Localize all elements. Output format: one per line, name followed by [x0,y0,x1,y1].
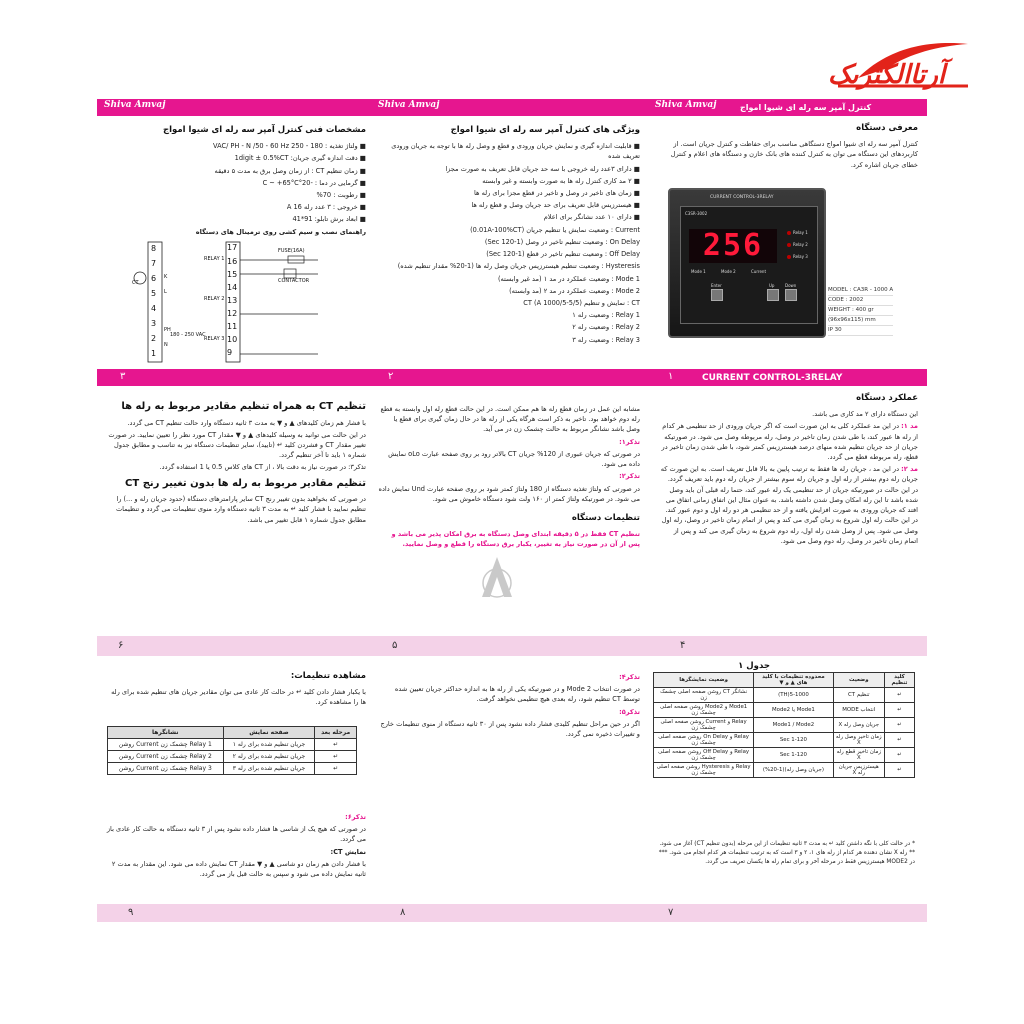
note1-text: در صورتی که جریان عبوری از 120% جریان CT بالاتر رود بر روی صفحه عبارت oLo نمایش داده می شود. [388,449,640,469]
note1-title: تذکر۱: [619,437,640,446]
page4-intro: این دستگاه دارای ۲ مد کاری می باشد. [812,410,918,419]
ct-setting-p2: در این حالت می توانید به وسیله کلیدهای ▲ و ▼ مقدار CT مورد نظر را تعیین نمایید. در صورت تغییر مقدار CT و فشردن کلید ↵ (تایید)، سایر تنظیمات دستگاه نیز به تناسب و مطابق جدول شماره ۱ باید تا آخر تنظیم گردد. [108,430,366,460]
term-left: 8 [151,244,157,253]
table1-title: جدول ۱ [738,661,770,671]
term-right: 12 [227,309,238,318]
device-model: C3SR-3002 [685,211,708,216]
page-number: ۶ [118,640,124,651]
table-cell: تنظیم CT [833,688,884,703]
enter-button [711,289,723,301]
device-photo [668,188,826,338]
spec-size: (96x96x115) mm [828,316,893,326]
note5-text: اگر در حین مراحل تنظیم کلیدی فشار داده نشود پس از ۳۰ ثانیه دستگاه از منوی تنظیمات خارج و تغییرات ذخیره نمی گردد. [380,719,640,739]
table-cell: Relay و Hysteresis روشن صفحه اصلی چشمک زن [654,763,754,778]
ct-text: CT [132,280,139,286]
relay3-label: Relay 3 [793,254,808,259]
view-settings-table [107,726,357,775]
feature-item: ■ قابلیت اندازه گیری و نمایش جریان ورودی و قطع و وصل رله ها با توجه به جریان ورودی تعریف شده [391,142,640,161]
tech-spec: ■ ولتاژ تغذیه : 180 - 250 VAC/ PH - N /50 - 60 Hz [213,142,366,151]
table-cell: هیسترزیس جریان رله X [833,763,884,778]
feature-item: ■ ۲ مد کاری کنترل رله ها به صورت وابسته و غیر وابسته [482,176,640,185]
table-header: صفحه نمایش [223,727,315,739]
term-left: 6 [151,274,157,283]
table-row [654,748,915,763]
table-header-row [108,727,357,739]
indicator-item: Off Delay : وضعیت تنظیم تاخیر در قطع (1-120 Sec) [486,250,640,259]
spec-ip: IP 30 [828,326,893,336]
table-cell: Relay و Off Delay روشن صفحه اصلی چشمک زن [654,748,754,763]
indicator-item: Relay 3 : وضعیت رله ۳ [572,335,640,344]
feature-item: ■ زمان های تاخیر در وصل و تاخیر در قطع مجزا برای رله ها [473,189,640,198]
bottom-band [97,904,927,922]
table-cell: انتخاب MODE [833,703,884,718]
ct-setting-title: تنظیم CT به همراه تنظیم مقادیر مربوط به رله ها [121,401,366,412]
table-cell: 5-1000(TH) [754,688,833,703]
relay-setting-text: در صورتی که بخواهید بدون تغییر رنج CT سایر پارامترهای دستگاه (حدود جریان رله و ...) را تنظیم نمایید با فشار کلید ↵ به مدت ۳ ثانیه دستگاه وارد منوی تنظیمات می گردد و تنظیمات مطابق جدول شماره ۱ قابل تغییر می باشد. [115,495,366,524]
note2-title: تذکر۲: [619,472,640,481]
note6-text: در صورتی که هیچ یک از شاسی ها فشار داده نشود پس از ۳ ثانیه دستگاه به حالت کار عادی باز می گردد. [106,825,366,844]
label-ph: PH [164,327,171,333]
page9-view-settings [104,670,366,726]
table-header: کلید تنظیم [884,673,914,688]
term-right: 13 [227,296,238,305]
table-cell: زمان تاخیر وصل رله X [833,733,884,748]
relay2-label: Relay 2 [793,242,808,247]
relay1-text: RELAY 1 [204,256,225,262]
table-cell: جریان وصل رله X [833,718,884,733]
table-cell: Relay و Current روشن صفحه اصلی چشمک زن [654,718,754,733]
relay2-text: RELAY 2 [204,296,225,302]
relay3-led [787,255,791,259]
brand-label: Shiva Amvaj [378,100,440,110]
term-right: 16 [227,257,238,266]
indicator-item: Current : وضعیت نمایش یا تنظیم جریان (0.01A-100%CT) [470,225,640,234]
settings-title: تنظیمات دستگاه [571,512,640,523]
page-number: ۵ [392,640,398,651]
term-right: 9 [227,348,233,357]
table-cell: ↵ [884,763,914,778]
tech-spec: ■ رطوبت : 70% [316,191,366,200]
page9-text: با یکبار فشار دادن کلید ↵ در حالت کار عادی می توان مقادیر جریان های تنظیم شده برای رله ها را مشاهده کرد. [111,688,366,707]
page2-title: ویژگی های کنترل آمپر سه رله ای شیوا امواج [450,125,640,135]
ct-setting-note: تنظیم CT فقط در ۵ دقیقه ابتدای وصل دستگاه به برق امکان پذیر می باشد و پس از آن در صورت نیاز به تغییر، یکبار برق دستگاه را قطع و وصل نمایید. [391,530,640,549]
label-n: N [164,342,168,348]
note5-title: تذکر۵: [619,707,640,716]
wiring-title: راهنمای نصب و سیم کشی روی ترمینال های دستگاه [195,227,366,236]
term-right: 17 [227,243,238,252]
table-cell: ↵ [884,718,914,733]
brand-label: Shiva Amvaj [655,100,717,110]
watermark-logo [478,553,516,603]
lower-band [97,636,927,656]
page-number: ۴ [680,640,686,651]
page-number: ۷ [668,907,674,918]
relay-setting-title: تنظیم مقادیر مربوط به رله ها بدون تغییر رنج CT [125,477,366,489]
page3-specs [104,124,366,236]
page4-title: عملکرد دستگاه [856,393,918,403]
note6-title: تذکر۶: [345,813,366,821]
table-cell: Mode1 یا Mode2 [754,703,833,718]
indicator-item: Mode 2 : وضعیت عملکرد در مد ۲ (مد وابسته) [509,286,640,295]
label-k: K [164,274,168,280]
table-cell: ↵ [884,703,914,718]
table-cell: Relay 2 چشمک زن Current روشن [108,751,224,763]
up-button [767,289,779,301]
enter-label: Enter [711,283,722,288]
note4-text: در صورت انتخاب Mode 2 و در صورتیکه یکی از رله ها به اندازه حداکثر جریان تعیین شده توسط CT تنظیم شود، رله بعدی هیچ تنظیمی نخواهد گرفت. [394,685,640,704]
term-left: 7 [151,259,157,268]
table-row [654,763,915,778]
indicator-item: CT : نمایش و تنظیم CT (A 1000/5-5/5) [523,299,640,308]
down-label: Down [785,283,797,288]
spec-weight: WEIGHT : 400 gr [828,306,893,316]
page8-notes [378,672,640,792]
feature-item: ■ دارای ۳عدد رله خروجی با سه حد جریان قابل تعریف به صورت مجزا [445,164,640,173]
page9-title: مشاهده تنظیمات: [290,671,366,681]
table-header: مرحله بعد [315,727,357,739]
indicator-item: Mode 1 : وضعیت عملکرد در مد ۱ (مد غیر وابسته) [497,274,640,283]
table-cell: Mode1 / Mode2 [754,718,833,733]
table-cell: ↵ [884,688,914,703]
page2-features [378,124,640,364]
down-button [785,289,797,301]
page-number: ۹ [128,907,134,918]
feature-item: ■ هیسترزیس قابل تعریف برای حد جریان وصل و قطع رله ها [471,201,640,210]
term-right: 10 [227,335,238,344]
table-cell: جریان تنظیم شده برای رله ۱ [223,739,315,751]
table-cell: ↵ [884,748,914,763]
term-right: 11 [227,322,238,331]
wiring-diagram [128,238,328,364]
table-cell: ↵ [315,739,357,751]
term-left: 2 [151,334,157,343]
device-face [680,206,818,324]
spec-model: MODEL : CA3R - 1000 A [828,286,893,296]
tech-spec: ■ دقت اندازه گیری جریان: 1digit ± 0.5%CT [234,154,366,163]
page1-body: کنترل آمپر سه رله ای شیوا امواج دستگاهی مناسب برای حفاظت و کنترل جریان است. از کاربردهای این دستگاه می توان به کنترل کننده های بانک خازن و دستگاه های اعلام و کنترل خطای جریان اشاره کرد. [670,140,918,169]
page-number: ۳ [120,371,126,382]
table-row [654,718,915,733]
table-cell: Relay و On Delay روشن صفحه اصلی چشمک زن [654,733,754,748]
mode2-label: Mode 2 [721,269,736,274]
table-cell: 1-120 Sec [754,733,833,748]
table-cell: جریان تنظیم شده برای رله ۲ [223,751,315,763]
term-left: 4 [151,304,157,313]
term-right: 15 [227,270,238,279]
page9-notes [104,812,366,900]
mode1-label: Mode 1 [691,269,706,274]
page-number: ۱ [668,371,674,382]
device-display: 256 [689,229,777,263]
tech-spec: ■ خروجی : ۳ عدد رله 16 A [286,203,366,212]
table-row [654,703,915,718]
logo-text: آرتاالکتریک [828,60,946,90]
table-cell: ↵ [884,733,914,748]
table-row [654,688,915,703]
table-header: وضعیت [833,673,884,688]
ct-display-text: با فشار دادن هم زمان دو شاسی ▲ و ▼ مقدار CT نمایش داده می شود. این مقدار به مدت ۲ ثانیه نمایش داده می شود و سپس به حالت قبل باز می گردد. [111,859,366,879]
table-cell: ↵ [315,763,357,775]
table-row [654,733,915,748]
table-cell: نشانگر CT روشن صفحه اصلی چشمک زن [654,688,754,703]
relay1-label: Relay 1 [793,230,808,235]
table-cell: جریان تنظیم شده برای رله ۳ [223,763,315,775]
table-header: نشانگرها [108,727,224,739]
page4-operation [660,392,918,632]
table-row [108,739,357,751]
tech-spec: ■ گرمایی در دما : -20°C ~ +65°C [262,178,366,187]
mode1-desc: مد ۱: در این مد عملکرد کلی به این صورت است که اگر جریان ورودی از حد تنظیمی هر کدام از رله ها عبور کند، با طی شدن زمان تاخیر در وصل، رله مربوطه وصل می شود. در صورتیکه جریان از حد جریان تنظیم شده منهای درصد هیسترزیس کمتر شود، با طی شدن زمان تاخیر در قطع، رله مربوطه قطع می گردد. [661,422,918,462]
note2-text: در صورتی که ولتاژ تغذیه دستگاه از 180 ولتاژ کمتر شود بر روی صفحه عبارت Und نمایش داده می شود. در صورتیکه ولتاژ کمتر از ۱۶۰ ولت شود دستگاه خاموش می شود. [378,484,640,503]
relay1-led [787,231,791,235]
page5-top: مشابه این عمل در زمان قطع رله ها هم ممکن است. در این حالت قطع رله اول وابسته به قطع رله دوم خواهد بود. تاخیر به ذکر است هرگاه یکی از رله ها در حال زمان گیری برای قطع یا وصل باشد نشانگر مربوط به حالت چشمک زن در می آید. [380,405,640,434]
settings-table [653,672,915,778]
ct-setting-p1: با فشار هم زمان کلیدهای ▲ و ▼ به مدت ۳ ثانیه دستگاه وارد حالت تنظیم CT می گردد. [127,418,366,427]
indicator-item: On Delay : وضعیت تنظیم تاخیر در وصل (1-120 Sec) [484,237,640,246]
indicator-item: Relay 1 : وضعیت رله ۱ [572,311,640,320]
indicator-item: Relay 2 : وضعیت رله ۲ [572,323,640,332]
device-specs [828,286,893,336]
page6-ct-settings [104,396,366,632]
page-number: ۸ [400,907,406,918]
tech-spec: ■ زمان تنظیم CT : از زمان وصل برق به مدت ۵ دقیقه [214,166,366,175]
page-number: ۲ [388,371,394,382]
table-header: محدوده تنظیمات با کلید های ▲ و ▼ [754,673,833,688]
page3-title: مشخصات فنی کنترل آمپر سه رله ای شیوا امواج [162,125,366,135]
indicator-item: Hysteresis : وضعیت تنظیم هیسترزیس جریان وصل رله ها (1-20% مقدار تنظیم شده) [397,262,640,271]
ct-display-title: نمایش CT: [330,847,366,856]
table-cell: زمان تاخیر قطع رله X [833,748,884,763]
current-label: Current [751,269,767,274]
label-l: L [164,289,167,295]
table-cell: 1-120 Sec [754,748,833,763]
term-right: 14 [227,283,238,292]
table-header: وضعیت نمایشگرها [654,673,754,688]
table-cell: (جریان وصل رله)(1-20%) [754,763,833,778]
contactor-text: CONTACTOR [278,278,310,284]
page1-title: معرفی دستگاه [856,123,918,133]
table-cell: Relay 1 چشمک زن Current روشن [108,739,224,751]
supply-text: 180 - 250 VAC [170,332,206,338]
fuse-text: FUSE(16A) [278,248,305,254]
term-left: 1 [151,349,157,358]
page1-band-title: کنترل آمپر سه رله ای شیوا امواج [740,103,872,112]
brand-label: Shiva Amvaj [104,100,166,110]
table-header-row [654,673,915,688]
spec-code: CODE : 2002 [828,296,893,306]
relay2-led [787,243,791,247]
table-cell: ↵ [315,751,357,763]
up-label: Up [769,283,775,288]
relay3-text: RELAY 3 [204,336,225,342]
table-cell: Relay 3 چشمک زن Current روشن [108,763,224,775]
mode2-desc: مد ۲: در این مد ، جریان رله ها فقط به ترتیب پایین به بالا قابل تعریف است. به این صورت که جریان رله دوم بیشتر از رله اول و جریان رله سوم بیشتر از جریان رله دوم باید تعریف گردد. در این حالت در صورتیکه جریان از حد تنظیمی یک رله عبور کند، حتما رله قبلی آن باید وصل شده باشد تا این رله امکان وصل شدن داشته باشد. به عنوان مثال این اتفاق زمانی اتفاق می افتد که جریان ورودی به صورت افزایش یافته و از حد تنظیمی هر دو رله اول و دوم عبور کند. در این حالت رله اول شروع به زمان گیری می کند و پس از اتمام زمان تاخیر در وصل، رله اول وصل می شود. پس از وصل شدن رله اول، رله دوم شروع به زمان گیری می کند و پس از اتمام زمان تاخیر در وصل، رله دوم وصل می شود. [660,465,918,545]
term-left: 5 [151,289,157,298]
table-cell: Mode1 و Mode2 روشن صفحه اصلی چشمک زن [654,703,754,718]
table1-footnote: * در حالت کلی با نگه داشتن کلید ↵ به مدت ۳ ثانیه تنظیمات از این مرحله (بدون تنظیم CT) آغاز می شود. ** رله X نشان دهنده هر کدام از رله های ۱، ۲ و ۳ است که به ترتیب تنظیمات هر کدام انجام می شود. *** در MODE2 هیسترزیس فقط در مرحله آخر و برای تمام رله ها یکسان تعریف می گردد. [658,841,915,865]
page1-footer: CURRENT CONTROL-3RELAY [702,373,843,383]
note4-title: تذکر۴: [619,673,640,681]
tech-spec: ■ ابعاد برش تابلو: 91*41 [292,215,366,224]
table-row [108,763,357,775]
feature-item: ■ دارای ۱۰ عدد نشانگر برای اعلام [543,213,640,222]
page1-intro [660,122,918,186]
ct-setting-note3: تذکر۳: در صورت نیاز به دقت بالا ، از CT های کلاس 0.5 یا 1 استفاده گردد. [159,463,366,472]
table-row [108,751,357,763]
device-header: CURRENT CONTROL-3RELAY [710,195,774,200]
term-left: 3 [151,319,157,328]
